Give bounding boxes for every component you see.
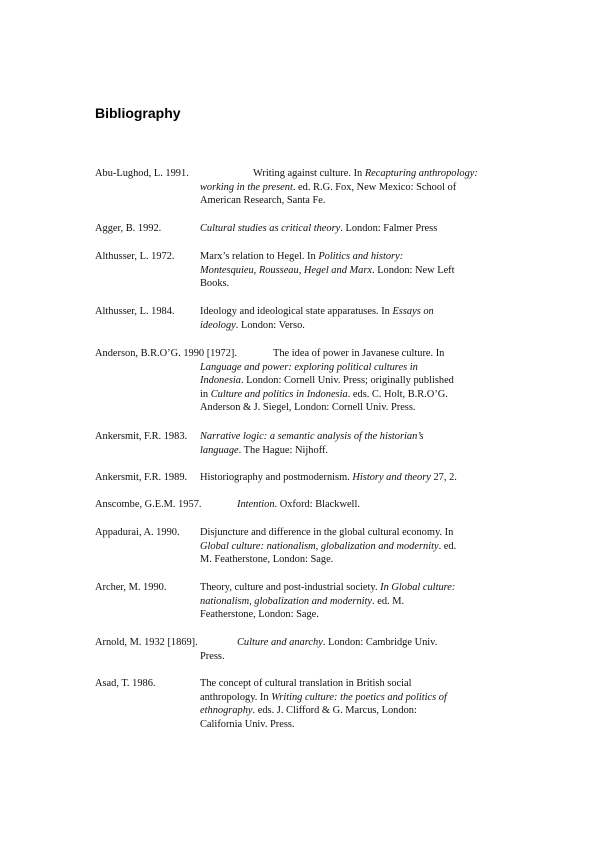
italic-title: Culture and anarchy (237, 637, 323, 648)
entry-body (200, 430, 505, 457)
entry-line (200, 526, 505, 540)
entry-line (200, 305, 505, 319)
italic-title: Intention (237, 499, 275, 510)
entry-line (200, 540, 505, 554)
entry-text: The idea of power in Javanese culture. In (273, 348, 445, 359)
entry-author: Anderson, B.R.O’G. 1990 [1972]. (95, 348, 237, 359)
entry-body (200, 526, 505, 567)
entry-body (200, 471, 505, 485)
italic-title: Global culture: nationalism, globalization and modernity (200, 540, 439, 552)
entry-line (200, 608, 505, 622)
entry-author: Ankersmit, F.R. 1983. (95, 431, 188, 442)
entry-body (200, 167, 505, 208)
entry-line (200, 319, 505, 333)
entry-text: M. Featherstone, London: Sage. (200, 554, 334, 566)
entry-text: . eds. C. Holt, B.R.O’G. (347, 388, 448, 400)
entry-line (200, 388, 505, 402)
entry-author: Appadurai, A. 1990. (95, 527, 180, 538)
entry-text: American Research, Santa Fe. (200, 195, 326, 207)
italic-title: Montesquieu, Rousseau, Hegel and Marx (200, 264, 372, 276)
entry-body (200, 677, 505, 731)
entry-line (200, 704, 505, 718)
entry-text: . Oxford: Blackwell. (274, 499, 360, 510)
entry-text: . The Hague: Nijhoff. (238, 444, 329, 456)
entry-body (200, 222, 505, 236)
italic-title: Narrative logic: a semantic analysis of the historian’s (200, 431, 424, 442)
entry-line (200, 347, 505, 361)
entry-text: Disjuncture and difference in the global cultural economy. In (200, 527, 454, 538)
entry-body (200, 347, 505, 415)
italic-title: Cultural studies as critical theory (200, 223, 341, 234)
italic-title: nationalism, globalization and modernity (200, 595, 373, 607)
entry-author: Arnold, M. 1932 [1869]. (95, 637, 198, 648)
entry-author: Agger, B. 1992. (95, 223, 162, 234)
entry-text: . London: Falmer Press (340, 223, 438, 234)
entry-text: . ed. R.G. Fox, New Mexico: School of (292, 181, 457, 193)
entry-line (200, 194, 505, 208)
entry-author: Althusser, L. 1972. (95, 251, 175, 262)
entry-text: Theory, culture and post-industrial society. (200, 582, 381, 593)
entry-body (200, 581, 505, 622)
entry-line (200, 374, 505, 388)
entry-text: . London: Cambridge Univ. (322, 637, 438, 648)
entry-text: Anderson & J. Siegel, London: Cornell Univ. Press. (200, 402, 416, 414)
entry-text: . eds. J. Clifford & G. Marcus, London: (252, 705, 417, 717)
entry-line (200, 277, 505, 291)
entry-line (200, 553, 505, 567)
italic-title: History and theory (352, 472, 431, 483)
entry-line (200, 222, 505, 236)
entry-text: . London: Verso. (235, 319, 305, 331)
entry-line (200, 401, 505, 415)
italic-title: Writing culture: the poetics and politics of (271, 691, 447, 703)
entry-text: Ideology and ideological state apparatuses. In (200, 306, 393, 317)
entry-author: Anscombe, G.E.M. 1957. (95, 499, 202, 510)
entry-text: Historiography and postmodernism. (200, 472, 353, 483)
entry-line (200, 595, 505, 609)
entry-line (200, 636, 505, 650)
italic-title: ideology (200, 319, 236, 331)
entry-text: anthropology. In (200, 691, 272, 703)
italic-title: In Global culture: (380, 582, 456, 593)
italic-title: Recapturing anthropology: (364, 168, 478, 179)
entry-line (200, 361, 505, 375)
entry-text: . ed. M. (372, 595, 405, 607)
entry-author: Asad, T. 1986. (95, 678, 156, 689)
entry-text: . London: Cornell Univ. Press; originally published (240, 375, 454, 387)
entry-text: 27, 2. (430, 472, 457, 483)
entry-text: Writing against culture. In (253, 168, 365, 179)
entry-line (200, 581, 505, 595)
entry-line (200, 718, 505, 732)
entry-line (200, 498, 505, 512)
entry-body (200, 305, 505, 332)
entry-body (200, 636, 505, 663)
entry-author: Archer, M. 1990. (95, 582, 167, 593)
entry-line (200, 264, 505, 278)
entry-body (200, 498, 505, 512)
entry-line (200, 691, 505, 705)
entry-text: . London: New Left (372, 264, 455, 276)
italic-title: language (200, 444, 239, 456)
entry-text: California Univ. Press. (200, 718, 295, 730)
entry-line (200, 677, 505, 691)
entry-line (200, 181, 505, 195)
italic-title: ethnography (200, 705, 253, 717)
entry-line (200, 430, 505, 444)
entry-text: . ed. (438, 540, 457, 552)
italic-title: Indonesia (200, 375, 241, 387)
entry-line (200, 650, 505, 664)
entry-text: Books. (200, 278, 230, 290)
page-title: Bibliography (95, 105, 181, 121)
italic-title: Politics and history: (318, 251, 404, 262)
entry-text: Marx’s relation to Hegel. In (200, 251, 319, 262)
italic-title: Essays on (392, 306, 434, 317)
entry-text: in (200, 388, 211, 400)
entry-body (200, 250, 505, 291)
entry-text: The concept of cultural translation in British social (200, 678, 412, 689)
entry-line (200, 471, 505, 485)
italic-title: Culture and politics in Indonesia (210, 388, 348, 400)
entry-line (200, 444, 505, 458)
entry-text: Press. (200, 650, 225, 662)
entry-author: Ankersmit, F.R. 1989. (95, 472, 188, 483)
entry-author: Althusser, L. 1984. (95, 306, 175, 317)
entry-text: Featherstone, London: Sage. (200, 609, 319, 621)
entry-line (200, 167, 505, 181)
italic-title: Language and power: exploring political cultures in (200, 361, 418, 373)
entry-line (200, 250, 505, 264)
italic-title: working in the present (200, 181, 293, 193)
entry-author: Abu-Lughod, L. 1991. (95, 168, 189, 179)
